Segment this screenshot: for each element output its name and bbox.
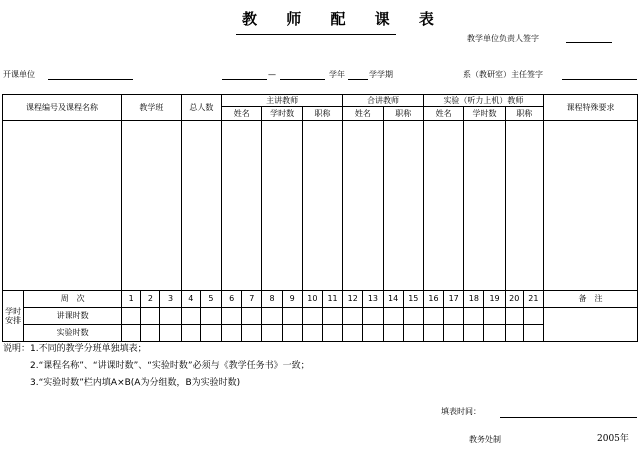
week-number: 21 <box>523 291 543 308</box>
assist-title-cell[interactable] <box>383 121 423 291</box>
lab-hour-cell[interactable] <box>160 325 181 342</box>
assist-title-header: 职称 <box>383 107 423 121</box>
lab-hour-cell[interactable] <box>122 325 141 342</box>
lead-title-cell[interactable] <box>302 121 342 291</box>
lead-name-cell[interactable] <box>222 121 262 291</box>
header-lead-teacher: 主讲教师 <box>222 95 343 107</box>
note-3: 3.“实验时数”栏内填A×B(A为分组数，B为实验时数) <box>30 378 241 388</box>
lecture-hour-cell[interactable] <box>464 308 484 325</box>
course-table <box>2 94 638 342</box>
lecture-hour-cell[interactable] <box>122 308 141 325</box>
lab-name-header: 姓名 <box>423 107 463 121</box>
week-number: 4 <box>181 291 200 308</box>
lecture-hour-cell[interactable] <box>444 308 464 325</box>
header-assist-teacher: 合讲教师 <box>343 95 424 107</box>
week-number: 6 <box>222 291 242 308</box>
week-number: 8 <box>262 291 282 308</box>
remark-label: 备 注 <box>543 291 637 308</box>
week-number: 18 <box>464 291 484 308</box>
lecture-hour-cell[interactable] <box>484 308 505 325</box>
lab-hour-cell[interactable] <box>403 325 423 342</box>
week-number: 11 <box>322 291 342 308</box>
notes-line-1 <box>3 345 147 354</box>
note-2: 2.“课程名称”、“讲课时数”、“实验时数”必须与《教学任务书》一致； <box>30 361 310 371</box>
lecture-hour-cell[interactable] <box>383 308 403 325</box>
lecture-hour-cell[interactable] <box>222 308 242 325</box>
assist-name-header: 姓名 <box>343 107 383 121</box>
week-number: 13 <box>363 291 383 308</box>
class-cell[interactable] <box>122 121 182 291</box>
lab-hour-cell[interactable] <box>242 325 262 342</box>
lecture-hour-cell[interactable] <box>141 308 160 325</box>
lab-hour-cell[interactable] <box>200 325 221 342</box>
total-cell[interactable] <box>181 121 221 291</box>
week-number: 15 <box>403 291 423 308</box>
header-lab-teacher: 实验（听力上机）教师 <box>423 95 543 107</box>
lecture-hour-cell[interactable] <box>262 308 282 325</box>
lead-name-header: 姓名 <box>222 107 262 121</box>
lab-hour-cell[interactable] <box>141 325 160 342</box>
week-number: 17 <box>444 291 464 308</box>
lab-hours-header: 学时数 <box>464 107 505 121</box>
lab-title-header: 职称 <box>505 107 543 121</box>
lab-title-cell[interactable] <box>505 121 543 291</box>
lecture-hour-cell[interactable] <box>403 308 423 325</box>
lab-hour-cell[interactable] <box>322 325 342 342</box>
lab-hour-cell[interactable] <box>222 325 242 342</box>
lecture-hour-cell[interactable] <box>343 308 363 325</box>
lecture-hour-cell[interactable] <box>302 308 322 325</box>
lead-hours-header: 学时数 <box>262 107 302 121</box>
week-number: 1 <box>122 291 141 308</box>
page-title: 教 师 配 课 表 <box>242 10 446 28</box>
lab-hour-cell[interactable] <box>444 325 464 342</box>
week-number: 12 <box>343 291 363 308</box>
lab-hour-cell[interactable] <box>505 325 523 342</box>
lab-hour-cell[interactable] <box>523 325 543 342</box>
schedule-side-label: 学时安排 <box>3 291 24 342</box>
lab-hour-cell[interactable] <box>464 325 484 342</box>
special-cell[interactable] <box>543 121 637 291</box>
remark-cell[interactable] <box>543 308 637 342</box>
lab-hour-cell[interactable] <box>302 325 322 342</box>
title-underline <box>236 34 396 35</box>
term-field[interactable] <box>348 79 368 80</box>
lab-name-cell[interactable] <box>423 121 463 291</box>
header-total: 总人数 <box>181 95 221 121</box>
lecture-hour-cell[interactable] <box>200 308 221 325</box>
unit-label: 开课单位 <box>3 70 35 79</box>
lab-hour-cell[interactable] <box>423 325 443 342</box>
unit-field[interactable] <box>48 79 133 80</box>
week-number: 16 <box>423 291 443 308</box>
year-label: 学年 <box>329 70 345 79</box>
lab-hour-cell[interactable] <box>484 325 505 342</box>
lecture-hour-cell[interactable] <box>363 308 383 325</box>
lecture-hours-label: 讲课时数 <box>24 308 122 325</box>
header-course: 课程编号及课程名称 <box>3 95 122 121</box>
signature-label: 教学单位负责人签字 <box>467 34 539 43</box>
lab-hour-cell[interactable] <box>363 325 383 342</box>
week-number: 5 <box>200 291 221 308</box>
lab-hour-cell[interactable] <box>383 325 403 342</box>
lecture-hour-cell[interactable] <box>423 308 443 325</box>
week-number: 20 <box>505 291 523 308</box>
dept-signature-line[interactable] <box>562 79 637 80</box>
week-number: 10 <box>302 291 322 308</box>
year-end-field[interactable] <box>280 79 325 80</box>
lab-hour-cell[interactable] <box>262 325 282 342</box>
assist-name-cell[interactable] <box>343 121 383 291</box>
lab-hour-cell[interactable] <box>343 325 363 342</box>
lecture-hour-cell[interactable] <box>282 308 302 325</box>
week-label: 周 次 <box>24 291 122 308</box>
lecture-hour-cell[interactable] <box>181 308 200 325</box>
notes-prefix: 说明： <box>3 344 31 354</box>
year-dash: — <box>268 70 276 79</box>
fill-date-label: 填表时间： <box>441 407 481 416</box>
lecture-hour-cell[interactable] <box>242 308 262 325</box>
week-number: 14 <box>383 291 403 308</box>
lecture-hour-cell[interactable] <box>322 308 342 325</box>
lab-hours-cell[interactable] <box>464 121 505 291</box>
fill-date-field[interactable] <box>500 417 637 418</box>
issuer-label: 教务处制 <box>469 435 501 444</box>
lead-hours-cell[interactable] <box>262 121 302 291</box>
lecture-hour-cell[interactable] <box>160 308 181 325</box>
header-class: 教学班 <box>122 95 182 121</box>
signature-line <box>566 42 612 43</box>
year-start-field[interactable] <box>222 79 267 80</box>
lab-hour-cell[interactable] <box>282 325 302 342</box>
week-number: 2 <box>141 291 160 308</box>
lead-title-header: 职称 <box>302 107 342 121</box>
week-number: 7 <box>242 291 262 308</box>
week-number: 3 <box>160 291 181 308</box>
issue-year: 2005年 <box>597 434 629 444</box>
lab-hours-label: 实验时数 <box>24 325 122 342</box>
header-special: 课程特殊要求 <box>543 95 637 121</box>
week-number: 9 <box>282 291 302 308</box>
term-label: 学学期 <box>369 70 393 79</box>
week-number: 19 <box>484 291 505 308</box>
course-cell[interactable] <box>3 121 122 291</box>
dept-label: 系（教研室）主任签字 <box>463 70 543 79</box>
lecture-hour-cell[interactable] <box>523 308 543 325</box>
lab-hour-cell[interactable] <box>181 325 200 342</box>
note-1: 1.不同的教学分班单独填表； <box>30 344 147 354</box>
lecture-hour-cell[interactable] <box>505 308 523 325</box>
